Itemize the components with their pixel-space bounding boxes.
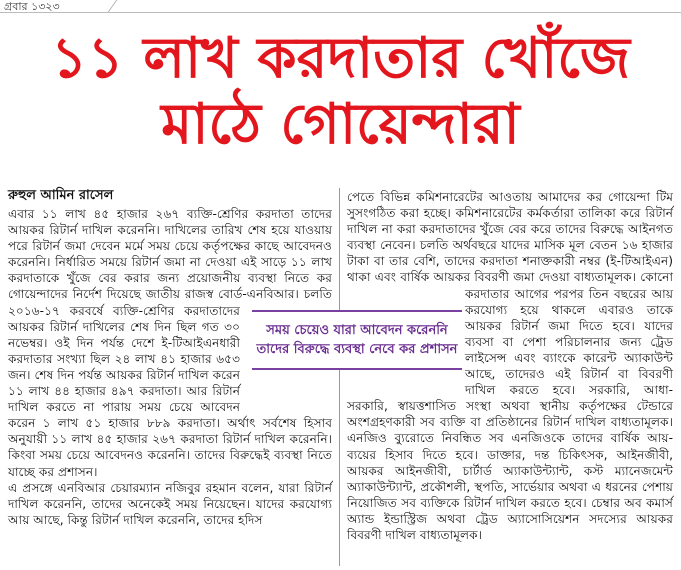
pull-quote-text: সময় চেয়েও যারা আবেদন করেননি তাদের বিরুদ্ধে ব্যবস্থা নেবে কর প্রশাসন xyxy=(256,323,458,357)
top-strip xyxy=(0,0,681,13)
column-divider xyxy=(339,188,340,566)
headline-line-2: মাঠে গোয়েন্দারা xyxy=(161,92,520,157)
date-strip: গ্রবার ১৩২৩ xyxy=(4,0,60,13)
pull-quote xyxy=(252,310,462,370)
paragraph: পেতে বিভিন্ন কমিশনারেটের আওতায় আমাদের কর গোয়েন্দা টিম সুসংগঠিত করা হচ্ছে। কমিশনারেটের কর্মকর্তারা তালিকা করে রিটার্ন দাখিল না করা করদাতাদের খুঁজে বের করে তাদের বিরুদ্ধে আইনগত ব্যবস্থা নেবেন। চলতি অর্থবছরে যাদের মাসিক মূল বেতন ১৬ হাজার টাকা বা তার বেশি, তাদের করদাতা শনাক্তকারী নম্বর (ই-টিআইএন) থাকা এবং বার্ষিক আয়কর বিবরণী জমা দেওয়া বাধ্যতামূলক। কোনো করদাতার আগের পরপর তিন বছরের আয় করযোগ্য হয়ে থাকলে এবারও তাকে আয়কর রিটার্ন জমা দিতে হবে। যাদের ব্যবসা বা পেশা পরিচালনার জন্য ট্রেড লাইসেন্স এবং ব্যাংকে কারেন্ট অ্যাকাউন্ট আছে, তাদেরও এই রিটার্ন বা বিবরণী দাখিল করতে হবে। সরকারি, আধা-সরকারি, স্বায়ত্তশাসিত সংস্থা অথবা স্থানীয় কর্তৃপক্ষের টেন্ডারে অংশগ্রহণকারী সব ব্যক্তি বা প্রতিষ্ঠানের রিটার্ন দাখিল বাধ্যতামূলক। এনজিও ব্যুরোতে নিবন্ধিত সব এনজিওকে তাদের বার্ষিক আয়-ব্যয়ের হিসাব দিতে হবে। ডাক্তার, দন্ত চিকিৎসক, আইনজীবী, আয়কর আইনজীবী, চার্টার্ড অ্যাকাউন্ট্যান্ট, কস্ট ম্যানেজমেন্ট অ্যাকাউন্ট্যান্ট, প্রকৌশলী, স্থপতি, সার্ভেয়ার অথবা এ ধরনের পেশায় নিয়োজিত সব ব্যক্তিকে রিটার্ন দাখিল করতে হবে। চেম্বার অব কমার্স অ্যান্ড ইন্ডাস্ট্রিজ অথবা ট্রেড অ্যাসোসিয়েশন সদস্যের আয়কর বিবরণী দাখিল বাধ্যতামূলক। xyxy=(347,190,673,542)
paragraph: এবার ১১ লাখ ৪৫ হাজার ২৬৭ ব্যক্তি-শ্রেণির করদাতা তাদের আয়কর রিটার্ন দাখিল করেননি। দাখিলের তারিখ শেষ হয়ে যাওয়ায় পরে রিটার্ন জমা দেবেন মর্মে সময় চেয়ে কর্তৃপক্ষের কাছে আবেদনও করেননি। নির্ধারিত সময়ে রিটার্ন জমা না দেওয়া এই সাড়ে ১১ লাখ করদাতাকে খুঁজে বের করার জন্য প্রয়োজনীয় ব্যবস্থা নিতে কর গোয়েন্দাদের নির্দেশ দিয়েছে জাতীয় রাজস্ব বোর্ড-এনবিআর। চলতি ২০১৬-১৭ করবর্ষে ব্যক্তি-শ্রেণির করদাতাদের আয়কর রিটার্ন দাখিলের শেষ দিন ছিল গত ৩০ নভেম্বর। ওই দিন পর্যন্ত দেশে ই-টিআইএনধারী করদাতার সংখ্যা ছিল ২৪ লাখ ৪১ হাজার ৬৫৩ জন। শেষ দিন পর্যন্ত আয়কর রিটার্ন দাখিল করেন ১১ লাখ ৪৪ হাজার ৪৯৭ করদাতা। আর রিটার্ন দাখিল করতে না পারায় সময় চেয়ে আবেদন করেন ১ লাখ ৫১ হাজার ৮৮৯ করদাতা। অর্থাৎ সর্বশেষ হিসাব অনুযায়ী ১১ লাখ ৪৫ হাজার ২৬৭ করদাতা রিটার্ন দাখিল করেননি। কিংবা সময় চেয়ে আবেদনও করেননি। তাদের বিরুদ্ধেই ব্যবস্থা নিতে যাচ্ছে কর প্রশাসন। xyxy=(8,207,332,479)
headline xyxy=(0,26,681,158)
headline-line-1: ১১ লাখ করদাতার খোঁজে xyxy=(51,26,630,91)
byline: রুহুল আমিন রাসেল xyxy=(8,188,114,203)
strip-notch xyxy=(108,0,157,12)
paragraph: এ প্রসঙ্গে এনবিআর চেয়ারম্যান নজিবুর রহমান বলেন, যারা রিটার্ন দাখিল করেননি, তাদের অনেকেই সময় নিয়েছেন। যাদের করযোগ্য আয় আছে, কিন্তু রিটার্ন দাখিল করেননি, তাদের হদিস xyxy=(8,480,332,527)
